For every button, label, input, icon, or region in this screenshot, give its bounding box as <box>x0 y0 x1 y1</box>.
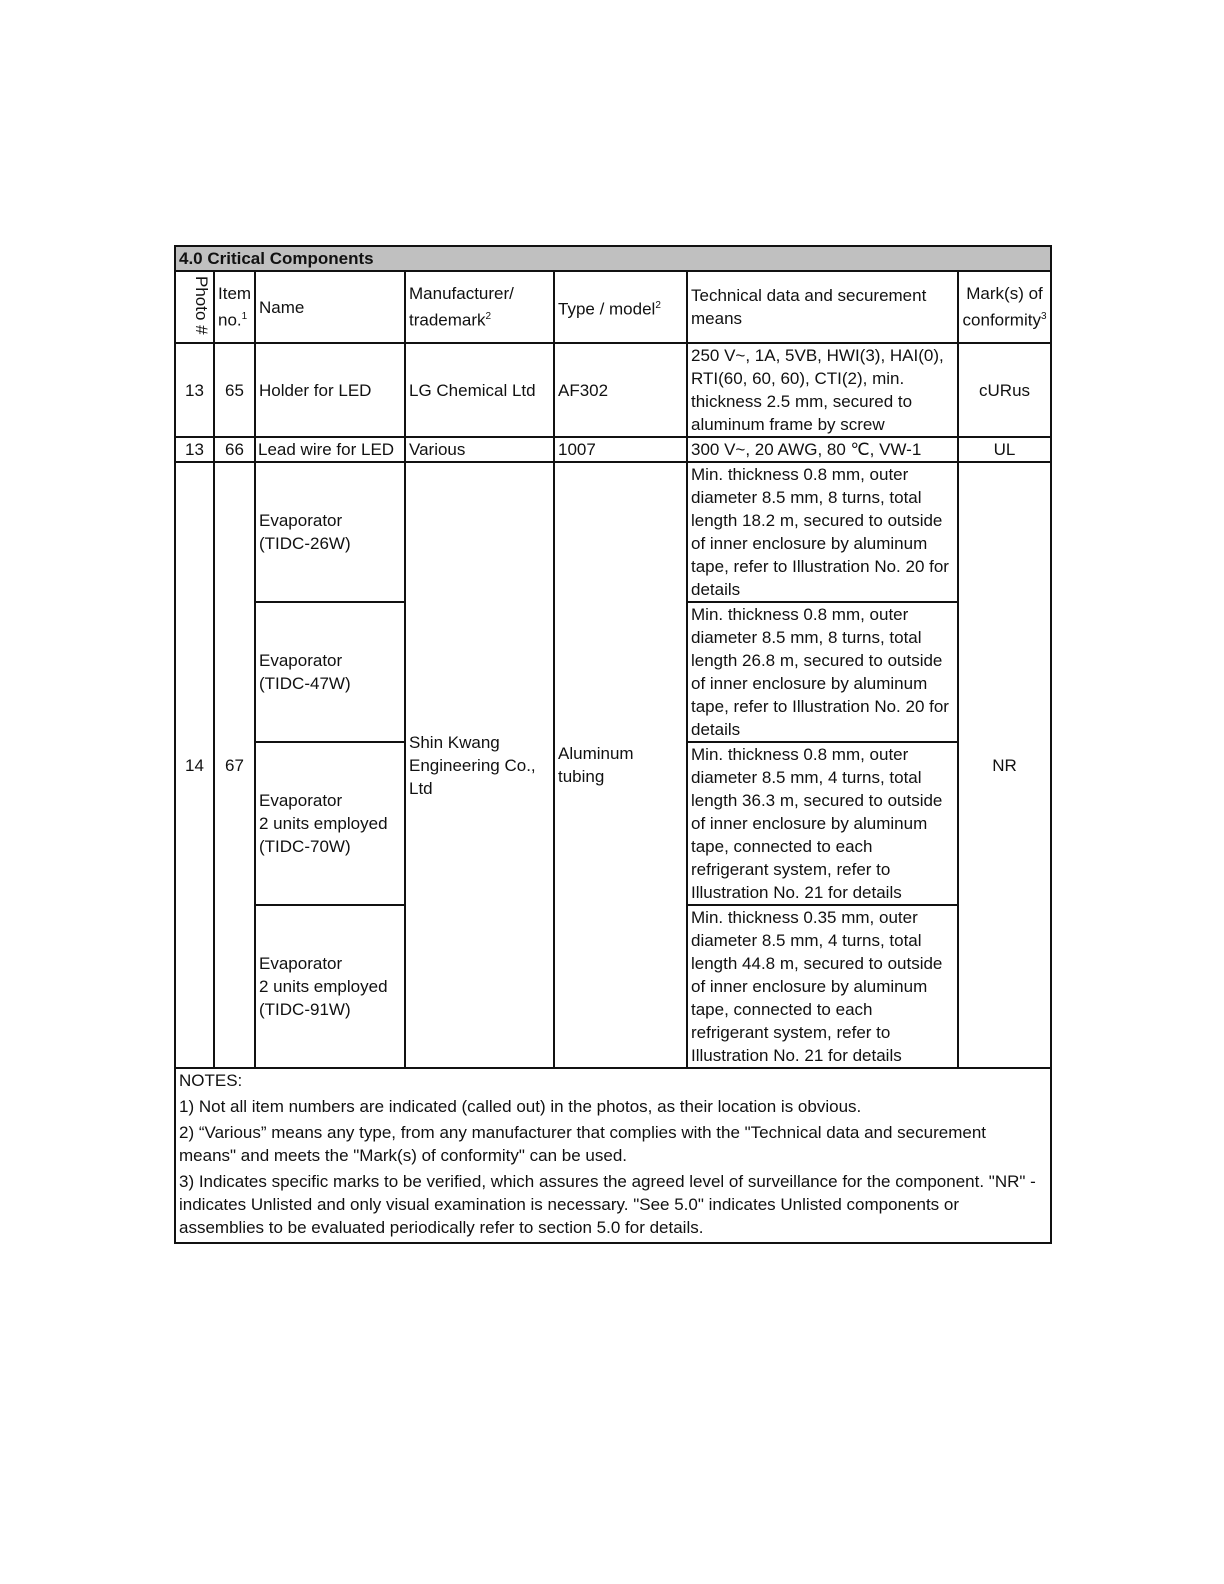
cell-mark: NR <box>958 462 1051 1068</box>
cell-photo: 13 <box>175 343 214 437</box>
cell-photo: 13 <box>175 437 214 462</box>
section-title: 4.0 Critical Components <box>175 246 1051 271</box>
notes-row <box>175 1068 1051 1243</box>
cell-technical: Min. thickness 0.8 mm, outer diameter 8.5 mm, 8 turns, total length 18.2 m, secured to outside of inner enclosure by aluminum tape, refer to Illustration No. 20 for details <box>687 462 958 602</box>
cell-name: Evaporator (TIDC-47W) <box>255 602 405 742</box>
header-manufacturer: Manufacturer/ trademark$^2$ <box>405 271 554 343</box>
cell-technical: Min. thickness 0.8 mm, outer diameter 8.5 mm, 4 turns, total length 36.3 m, secured to outside of inner enclosure by aluminum tape, connected to each refrigerant system, refer to Illustration No. 21 for details <box>687 742 958 905</box>
cell-name: Evaporator 2 units employed (TIDC-91W) <box>255 905 405 1068</box>
cell-manufacturer: Various <box>405 437 554 462</box>
header-item: Item no.$^1$ <box>214 271 255 343</box>
cell-manufacturer: LG Chemical Ltd <box>405 343 554 437</box>
header-name: Name <box>255 271 405 343</box>
cell-name: Evaporator 2 units employed (TIDC-70W) <box>255 742 405 905</box>
cell-item: 67 <box>214 462 255 1068</box>
table-row <box>175 462 1051 602</box>
cell-manufacturer: Shin Kwang Engineering Co., Ltd <box>405 462 554 1068</box>
cell-name: Lead wire for LED <box>255 437 405 462</box>
critical-components-table <box>174 245 1052 1244</box>
critical-components-document <box>174 245 1050 1244</box>
cell-name: Evaporator (TIDC-26W) <box>255 462 405 602</box>
cell-technical: 300 V~, 20 AWG, 80 ℃, VW-1 <box>687 437 958 462</box>
cell-type: AF302 <box>554 343 687 437</box>
note-item: 1) Not all item numbers are indicated (called out) in the photos, as their location is obvious. <box>179 1097 862 1116</box>
cell-item: 66 <box>214 437 255 462</box>
cell-mark: cURus <box>958 343 1051 437</box>
note-item: 2) “Various” means any type, from any manufacturer that complies with the "Technical data and securement means" and meets the "Mark(s) of conformity" can be used. <box>179 1123 986 1165</box>
table-row <box>175 343 1051 437</box>
table-title-row <box>175 246 1051 271</box>
notes-heading: NOTES: <box>179 1071 243 1090</box>
cell-name: Holder for LED <box>255 343 405 437</box>
cell-type: 1007 <box>554 437 687 462</box>
header-type: Type / model$^2$ <box>554 271 687 343</box>
cell-technical: 250 V~, 1A, 5VB, HWI(3), HAI(0), RTI(60, 60, 60), CTI(2), min. thickness 2.5 mm, secured to aluminum frame by screw <box>687 343 958 437</box>
notes-cell <box>175 1068 1051 1243</box>
table-row <box>175 437 1051 462</box>
cell-photo: 14 <box>175 462 214 1068</box>
cell-item: 65 <box>214 343 255 437</box>
header-mark: Mark(s) of conformity$^3$ <box>958 271 1051 343</box>
cell-mark: UL <box>958 437 1051 462</box>
header-row <box>175 271 1051 343</box>
note-item: 3) Indicates specific marks to be verified, which assures the agreed level of surveillance for the component. "NR" - indicates Unlisted and only visual examination is necessary. "See 5.0" indicates Unlisted components or assemblies to be evaluated periodically refer to section 5.0 for details. <box>179 1172 1036 1237</box>
header-photo: Photo # <box>175 271 214 343</box>
header-technical: Technical data and securement means <box>687 271 958 343</box>
cell-type: Aluminum tubing <box>554 462 687 1068</box>
cell-technical: Min. thickness 0.8 mm, outer diameter 8.5 mm, 8 turns, total length 26.8 m, secured to outside of inner enclosure by aluminum tape, refer to Illustration No. 20 for details <box>687 602 958 742</box>
cell-technical: Min. thickness 0.35 mm, outer diameter 8.5 mm, 4 turns, total length 44.8 m, secured to outside of inner enclosure by aluminum tape, connected to each refrigerant system, refer to Illustration No. 21 for details <box>687 905 958 1068</box>
